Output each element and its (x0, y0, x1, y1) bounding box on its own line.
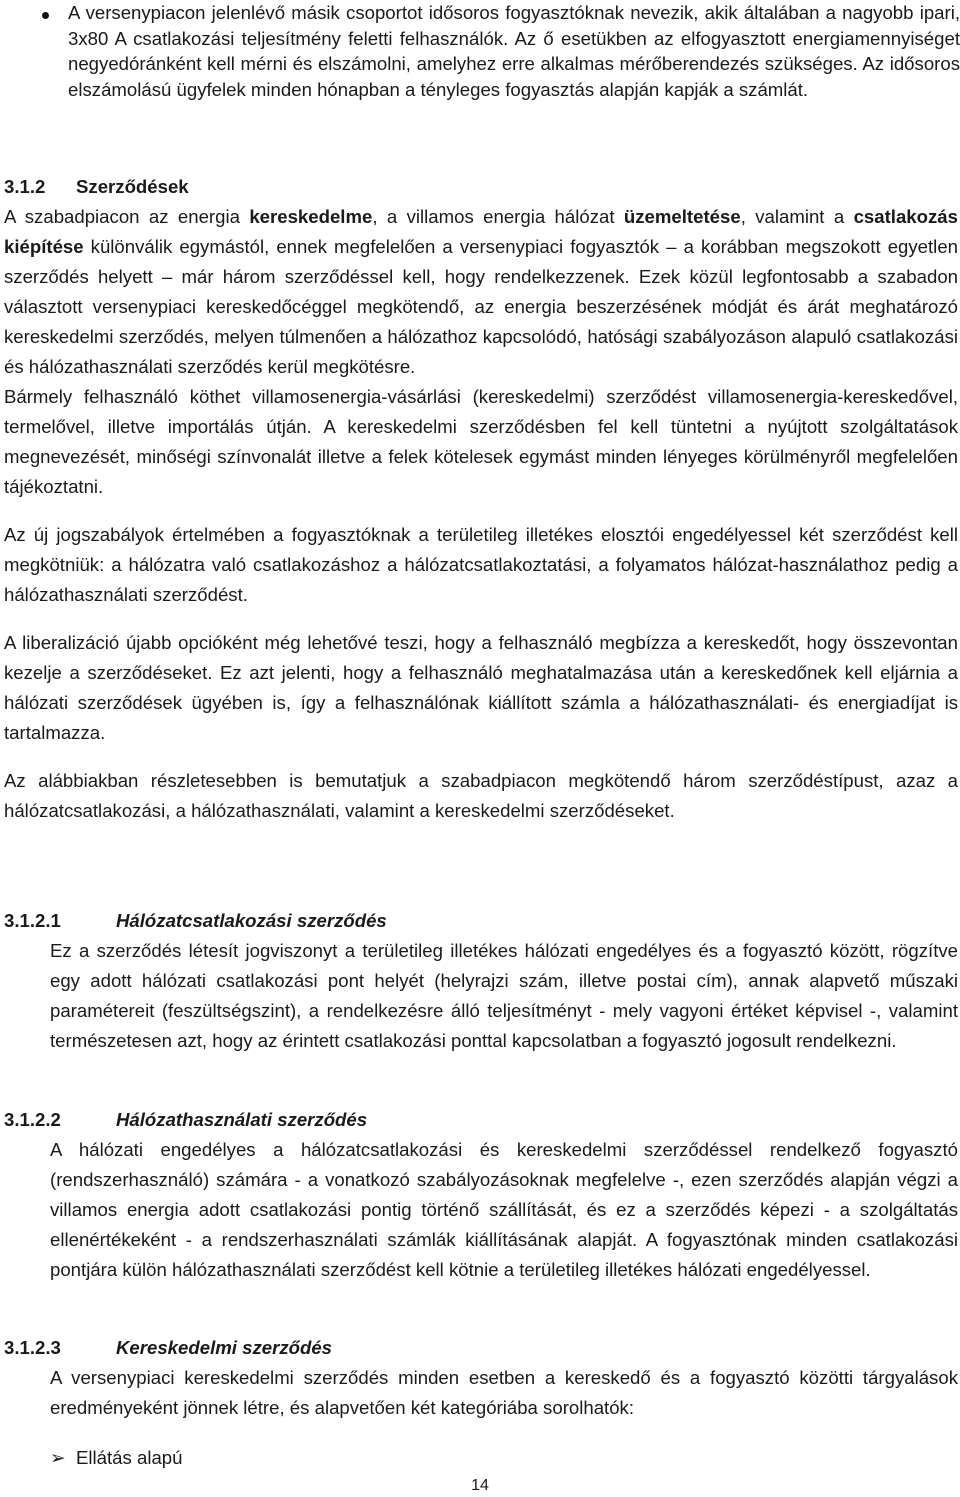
page-number: 14 (471, 1477, 489, 1494)
subsection-text-1: Ez a szerződés létesít jogviszonyt a területileg illetékes hálózati engedélyes és a fogyasztó között, rögzítve egy adott hálózati csatlakozási pont helyét (helyrajzi szám, illetve postai cím), annak alapvető műszaki paramétereit (feszültségszint), a rendelkezésre álló teljesítményt - mely vagyoni értéket képvisel -, valamint természetesen azt, hogy az érintett csatlakozási ponttal kapcsolatban a fogyasztó jogosult rendelkezni. (50, 940, 958, 1051)
subsection-title-3: Kereskedelmi szerződés (116, 1337, 333, 1358)
subsection-number-2: 3.1.2.2 (4, 1109, 61, 1130)
subsection-number-1: 3.1.2.1 (4, 910, 61, 931)
bullet-dot-icon (42, 12, 49, 19)
p1-bold-kereskedelme: kereskedelme (249, 206, 373, 227)
p1-text-e: , valamint a (740, 206, 854, 227)
paragraph-4: A liberalizáció újabb opcióként még lehetővé teszi, hogy a felhasználó megbízza a kereskedőt, hogy összevontan kezelje a szerződéseket. Ez azt jelenti, hogy a felhasználó meghatalmazása után a kereskedőnek kell eljárnia a hálózati szerződések ügyében is, így a felhasználónak kiállított számla a hálózathasználati- és energiadíjat is tartalmazza. (4, 632, 958, 743)
subsection-body-2 (50, 1135, 958, 1285)
subsection-number-3: 3.1.2.3 (4, 1337, 61, 1358)
subsection-body-1 (50, 936, 958, 1056)
main-body (4, 202, 958, 826)
list-item-text: Ellátás alapú (76, 1447, 183, 1468)
arrow-bullet-icon: ➢ (50, 1447, 66, 1468)
list-item (50, 1443, 182, 1473)
subsection-body-3 (50, 1363, 958, 1423)
subsection-heading-1 (4, 906, 387, 936)
paragraph-3: Az új jogszabályok értelmében a fogyasztóknak a területileg illetékes elosztói engedélyessel két szerződést kell megkötniük: a hálózatra való csatlakozáshoz a hálózatcsatlakoztatási, a folyamatos hálózat-használathoz pedig a hálózathasználati szerződést. (4, 524, 958, 605)
section-heading (4, 172, 189, 202)
subsection-text-3: A versenypiaci kereskedelmi szerződés minden esetben a kereskedő és a fogyasztó közötti tárgyalások eredményeként jönnek létre, és alapvetően két kategóriába sorolhatók: (50, 1367, 958, 1418)
p1-text-g: különválik egymástól, ennek megfelelően a versenypiaci fogyasztók – a korábban megszokott egyetlen szerződés helyett – már három szerződéssel kell, hogy rendelkezzenek. Ezek közül legfontosabb a szabadon választott versenypiaci kereskedőcéggel megkötendő, az energia beszerzésének módját és árát meghatározó kereskedelmi szerződés, melyen túlmenően a hálózathoz kapcsolódó, hatósági szabályozáson alapuló csatlakozási és hálózathasználati szerződés kerül megkötésre. (4, 236, 958, 377)
bullet-item (68, 0, 960, 102)
subsection-title-2: Hálózathasználati szerződés (116, 1109, 368, 1130)
subsection-title-1: Hálózatcsatlakozási szerződés (116, 910, 387, 931)
paragraph-1 (4, 202, 958, 382)
section-title: Szerződések (76, 176, 189, 197)
subsection-heading-3 (4, 1333, 332, 1363)
section-number: 3.1.2 (4, 176, 46, 197)
subsection-heading-2 (4, 1105, 367, 1135)
subsection-text-2: A hálózati engedélyes a hálózatcsatlakozási és kereskedelmi szerződéssel rendelkező fogyasztó (rendszerhasználó) számára - a vonatkozó szabályozásoknak megfelelve -, ezen szerződés alapján végzi a villamos energia adott csatlakozási pontig történő szállítását, és ez a szerződés képezi - a szolgáltatás ellenértékeként - a rendszerhasználati számlák kiállításának alapját. A fogyasztónak minden csatlakozási pontjára külön hálózathasználati szerződést kell kötnie a területileg illetékes hálózati engedélyessel. (50, 1139, 958, 1280)
bullet-text: A versenypiacon jelenlévő másik csoportot idősoros fogyasztóknak nevezik, akik általában a nagyobb ipari, 3x80 A csatlakozási teljesítmény feletti felhasználók. Az ő esetükben az elfogyasztott energiamennyiséget negyedóránként kell mérni és elszámolni, amelyhez erre alkalmas mérőberendezés szükséges. Az idősoros elszámolású ügyfelek minden hónapban a tényleges fogyasztás alapján kapják a számlát. (68, 2, 960, 100)
paragraph-2: Bármely felhasználó köthet villamosenergia-vásárlási (kereskedelmi) szerződést villamosenergia-kereskedővel, termelővel, illetve importálás útján. A kereskedelmi szerződésben fel kell tüntetni a nyújtott szolgáltatások megnevezését, minőségi színvonalát illetve a felek kötelesek egymást minden lényeges körülményről megfelelően tájékoztatni. (4, 386, 958, 497)
p1-text-c: , a villamos energia hálózat (372, 206, 624, 227)
paragraph-5: Az alábbiakban részletesebben is bemutatjuk a szabadpiacon megkötendő három szerződéstípust, azaz a hálózatcsatlakozási, a hálózathasználati, valamint a kereskedelmi szerződéseket. (4, 770, 958, 821)
p1-text-a: A szabadpiacon az energia (4, 206, 250, 227)
p1-bold-csatlakozas: csatlakozás kiépítése (4, 206, 958, 257)
p1-bold-uzemeltetese: üzemeltetése (623, 206, 741, 227)
